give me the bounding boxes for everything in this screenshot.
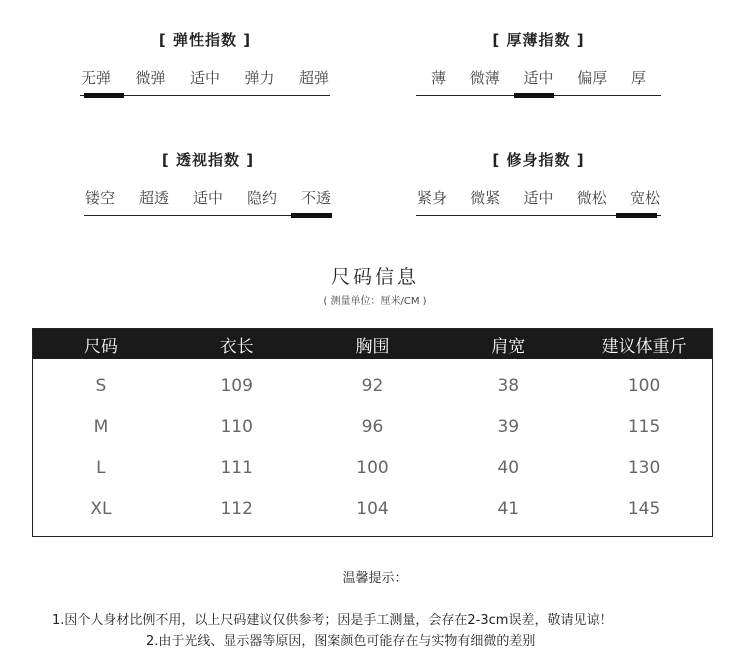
size-table	[32, 328, 713, 537]
header-shoulder: 肩宽	[491, 336, 526, 357]
thickness-option: 微薄	[469, 69, 500, 87]
cell-size: L	[96, 457, 106, 478]
cell-shoulder: 39	[497, 416, 520, 437]
fit-index-title: [ 修身指数 ]	[492, 151, 585, 169]
thickness-scale	[416, 94, 661, 96]
transparency-option: 镂空	[85, 189, 116, 207]
elasticity-option: 微弹	[135, 69, 166, 87]
elasticity-option: 超弹	[298, 69, 329, 87]
thickness-option: 偏厚	[577, 69, 608, 87]
fit-option: 微紧	[470, 189, 501, 207]
cell-size: M	[93, 416, 109, 437]
cell-length: 111	[220, 457, 253, 478]
fit-index	[416, 149, 661, 216]
cell-length: 110	[220, 416, 253, 437]
thickness-index	[416, 29, 661, 96]
table-row	[33, 488, 712, 529]
cell-bust: 100	[356, 457, 389, 478]
cell-size: XL	[90, 498, 112, 519]
tips-title: 温馨提示：	[342, 571, 408, 586]
cell-shoulder: 38	[497, 375, 520, 396]
cell-size: S	[95, 375, 107, 396]
thickness-index-title: [ 厚薄指数 ]	[492, 31, 585, 49]
table-row	[33, 365, 712, 406]
fit-option: 微松	[576, 189, 607, 207]
scale-marker	[514, 93, 554, 98]
cell-bust: 92	[361, 375, 384, 396]
thickness-option: 适中	[523, 69, 554, 87]
fit-scale	[416, 214, 661, 216]
tips-line-2: 2.由于光线、显示器等原因，图案颜色可能存在与实物有细微的差别	[146, 634, 536, 649]
fit-option: 适中	[523, 189, 554, 207]
cell-bust: 104	[356, 498, 389, 519]
tips-line-1: 1.因个人身材比例不用，以上尺码建议仅供参考；因是手工测量，会存在2-3cm误差，敬请见谅！	[52, 613, 613, 628]
size-info-subtitle: ( 测量单位：厘米/CM )	[323, 296, 427, 307]
fit-option: 宽松	[629, 189, 660, 207]
elasticity-option: 无弹	[81, 69, 112, 87]
thickness-options	[416, 67, 661, 88]
header-length: 衣长	[219, 336, 254, 357]
size-info-title: 尺码信息	[330, 266, 419, 288]
table-header	[33, 329, 712, 359]
transparency-option: 超透	[138, 189, 169, 207]
cell-shoulder: 41	[497, 498, 520, 519]
cell-weight: 100	[627, 375, 661, 396]
cell-shoulder: 40	[497, 457, 520, 478]
transparency-index	[84, 149, 332, 216]
transparency-option: 隐约	[246, 189, 277, 207]
table-row	[33, 406, 712, 447]
thickness-option: 薄	[431, 69, 447, 87]
elasticity-index-title: [ 弹性指数 ]	[158, 31, 252, 49]
fit-option: 紧身	[417, 189, 448, 207]
elasticity-scale	[80, 94, 330, 96]
scale-marker	[291, 213, 332, 218]
cell-length: 109	[220, 375, 253, 396]
thickness-option: 厚	[630, 69, 646, 87]
table-row	[33, 447, 712, 488]
transparency-option: 不透	[300, 189, 331, 207]
header-weight: 建议体重斤	[601, 336, 687, 357]
scale-marker	[84, 93, 124, 98]
transparency-options	[84, 187, 332, 208]
cell-length: 112	[220, 498, 253, 519]
fit-options	[416, 187, 661, 208]
elasticity-option: 适中	[189, 69, 220, 87]
transparency-scale	[84, 214, 332, 216]
transparency-index-title: [ 透视指数 ]	[161, 151, 255, 169]
cell-weight: 130	[627, 457, 661, 478]
transparency-option: 适中	[192, 189, 223, 207]
elasticity-index	[80, 29, 330, 96]
cell-bust: 96	[361, 416, 384, 437]
cell-weight: 115	[627, 416, 661, 437]
elasticity-options	[80, 67, 330, 88]
scale-marker	[616, 213, 657, 218]
cell-weight: 145	[627, 498, 661, 519]
header-size: 尺码	[83, 336, 118, 357]
elasticity-option: 弹力	[244, 69, 275, 87]
header-bust: 胸围	[355, 336, 390, 357]
